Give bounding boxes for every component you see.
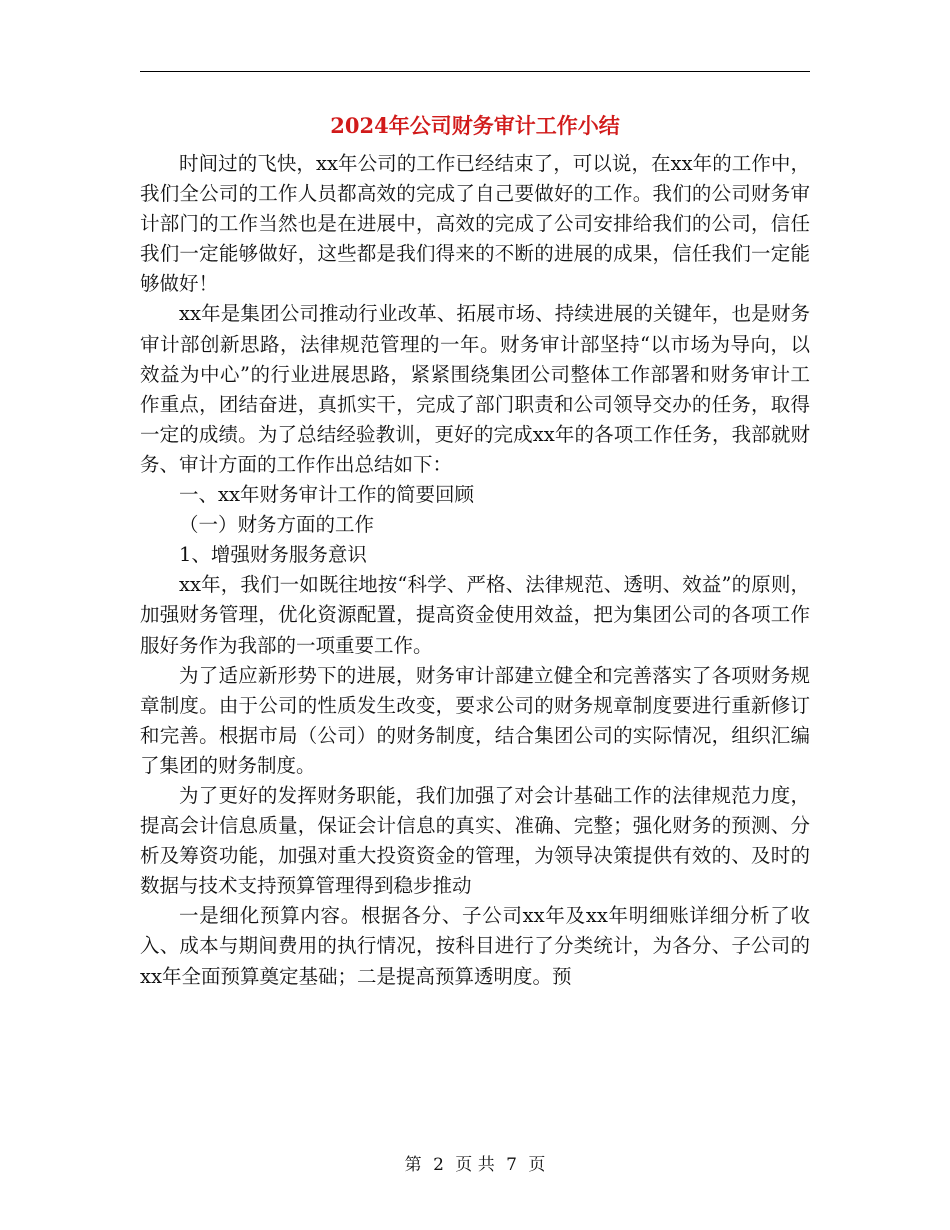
paragraph: xx年，我们一如既往地按“科学、严格、法律规范、透明、效益”的原则，加强财务管理，优化资源配置，提高资金使用效益，把为集团公司的各项工作服好务作为我部的一项重要工作。 bbox=[140, 573, 810, 657]
total-pages-number: 7 bbox=[506, 1155, 517, 1175]
header-rule bbox=[140, 71, 810, 72]
document-title: 2024年公司财务审计工作小结 bbox=[330, 113, 620, 138]
page-middle-text: 页 共 bbox=[455, 1155, 495, 1175]
paragraph: 时间过的飞快，xx年公司的工作已经结束了，可以说，在xx年的工作中，我们全公司的工作人员都高效的完成了自己要做好的工作。我们的公司财务审计部门的工作当然也是在进展中，高效的完成了公司安排给我们的公司，信任我们一定能够做好，这些都是我们得来的不断的进展的成果，信任我们一定能够做好！ bbox=[140, 152, 810, 296]
subsection-heading: （一）财务方面的工作 bbox=[179, 513, 375, 537]
current-page-number: 2 bbox=[433, 1155, 444, 1175]
page-prefix: 第 bbox=[404, 1155, 422, 1175]
paragraph: xx年是集团公司推动行业改革、拓展市场、持续进展的关键年，也是财务审计部创新思路，法律规范管理的一年。财务审计部坚持“以市场为导向，以效益为中心”的行业进展思路，紧紧围绕集团公司整体工作部署和财务审计工作重点，团结奋进，真抓实干，完成了部门职责和公司领导交办的任务，取得一定的成绩。为了总结经验教训，更好的完成xx年的各项工作任务，我部就财务、审计方面的工作作出总结如下： bbox=[140, 302, 810, 476]
document-body bbox=[140, 149, 810, 992]
paragraph: 为了适应新形势下的进展，财务审计部建立健全和完善落实了各项财务规章制度。由于公司的性质发生改变，要求公司的财务规章制度要进行重新修订和完善。根据市局（公司）的财务制度，结合集团公司的实际情况，组织汇编了集团的财务制度。 bbox=[140, 663, 810, 777]
section-heading: 一、xx年财务审计工作的简要回顾 bbox=[179, 483, 474, 507]
item-heading: 1、增强财务服务意识 bbox=[179, 543, 367, 567]
paragraph: 为了更好的发挥财务职能，我们加强了对会计基础工作的法律规范力度，提高会计信息质量，保证会计信息的真实、准确、完整；强化财务的预测、分析及筹资功能，加强对重大投资资金的管理，为领导决策提供有效的、及时的数据与技术支持预算管理得到稳步推动 bbox=[140, 783, 810, 898]
paragraph: 一是细化预算内容。根据各分、子公司xx年及xx年明细账详细分析了收入、成本与期间费用的执行情况，按科目进行了分类统计，为各分、子公司的xx年全面预算奠定基础；二是提高预算透明度。预 bbox=[140, 904, 810, 988]
page-footer bbox=[0, 1153, 950, 1177]
page-suffix: 页 bbox=[528, 1155, 546, 1175]
